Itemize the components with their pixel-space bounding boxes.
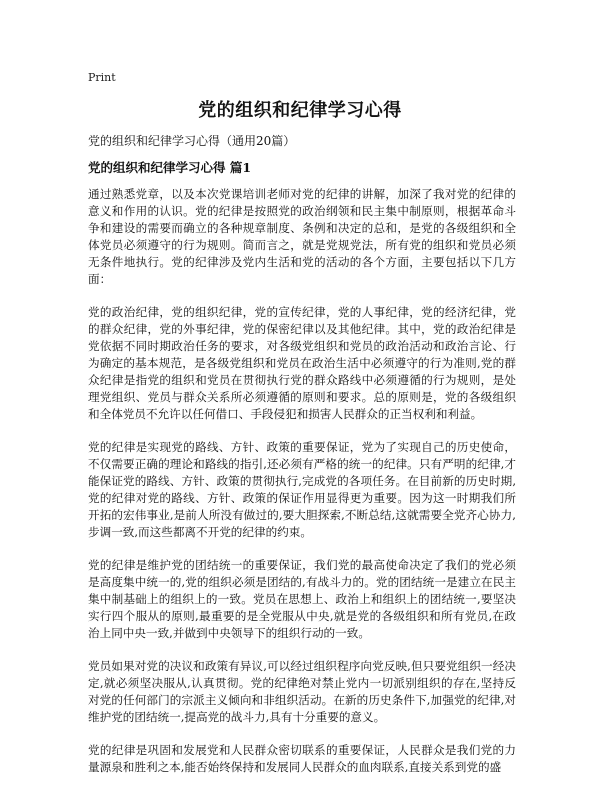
page-title: 党的组织和纪律学习心得 — [198, 100, 402, 121]
body-paragraph: 党的纪律是实现党的路线、方针、政策的重要保证，党为了实现自己的历史使命，不仅需要正确的理论和路线的指引,还必须有严格的统一的纪律。只有严明的纪律,才能保证党的路线、方针、政策的贯彻执行,完成党的各项任务。在目前新的历史时期,党的纪律对党的路线、方针、政策的保证作用显得更为重要。因为这一时期我们所开拓的宏伟事业,是前人所没有做过的,要大胆探索,不断总结,这就需要全党齐心协力,步调一致,而这些都离不开党的纪律的约束。 — [88, 440, 516, 539]
print-link[interactable]: Print — [88, 71, 116, 84]
body-paragraph: 通过熟悉党章，以及本次党课培训老师对党的纪律的讲解，加深了我对党的纪律的意义和作用的认识。党的纪律是按照党的政治纲领和民主集中制原则，根据革命斗争和建设的需要而确立的各种规章制度、条例和决定的总和，是党的各级组织和全体党员必须遵守的行为规则。简而言之，就是党规党法，所有党的组织和党员必须无条件地执行。党的纪律涉及党内生活和党的活动的各个方面，主要包括以下几方面： — [88, 187, 516, 286]
section-heading: 党的组织和纪律学习心得 篇1 — [88, 160, 252, 175]
body-paragraph: 党的纪律是维护党的团结统一的重要保证，我们党的最高使命决定了我们的党必须是高度集中统一的,党的组织必须是团结的,有战斗力的。党的团结统一是建立在民主集中制基础上的组织上的一致。党员在思想上、政治上和组织上的团结统一,要坚决实行四个服从的原则,最重要的是全党服从中央,就是党的各级组织和所有党员,在政治上同中央一致,并做到中央领导下的组织行动的一致。 — [88, 558, 516, 640]
body-paragraph: 党员如果对党的决议和政策有异议,可以经过组织程序向党反映,但只要党组织一经决定,就必须坚决服从,认真贯彻。党的纪律绝对禁止党内一切派别组织的存在,坚持反对党的任何部门的宗派主义倾向和非组织活动。在新的历史条件下,加强党的纪律,对维护党的团结统一,提高党的战斗力,具有十分重要的意义。 — [88, 659, 516, 724]
document-body — [88, 186, 516, 792]
body-paragraph: 党的纪律是巩固和发展党和人民群众密切联系的重要保证，人民群众是我们党的力量源泉和胜利之本,能否始终保持和发展同人民群众的血肉联系,直接关系到党的盛 — [88, 743, 516, 774]
document-subtitle: 党的组织和纪律学习心得（通用20篇） — [88, 134, 296, 148]
body-paragraph: 党的政治纪律，党的组织纪律，党的宣传纪律，党的人事纪律，党的经济纪律，党的群众纪律，党的外事纪律，党的保密纪律以及其他纪律。其中，党的政治纪律是党依据不同时期政治任务的要求，对各级党组织和党员的政治活动和政治言论、行为确定的基本规范，是各级党组织和党员在政治生活中必须遵守的行为准则,党的群众纪律是指党的组织和党员在贯彻执行党的群众路线中必须遵循的行为规则，是处理党组织、党员与群众关系所必须遵循的原则和要求。总的原则是，党的各级组织和全体党员不允许以任何借口、手段侵犯和损害人民群众的正当权利和利益。 — [88, 305, 516, 421]
